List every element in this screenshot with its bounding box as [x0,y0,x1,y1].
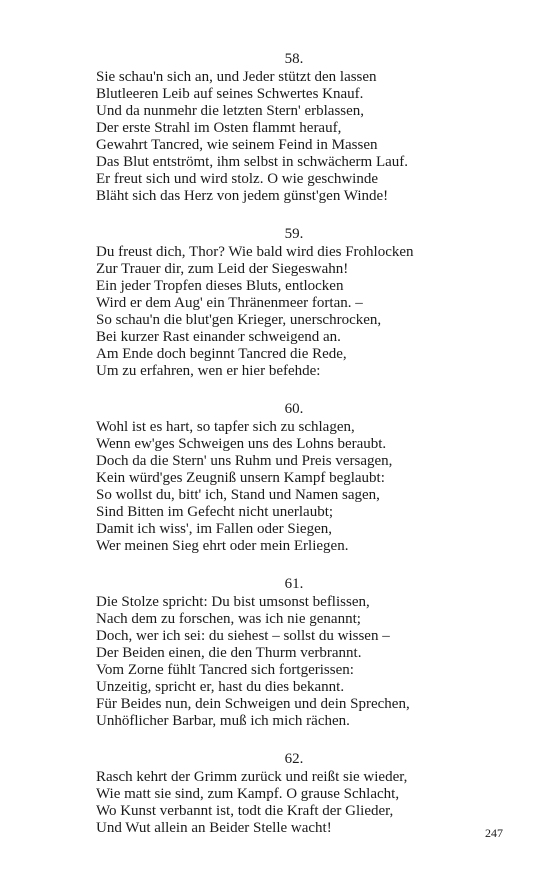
verse-line: Und Wut allein an Beider Stelle wacht! [96,820,332,836]
stanza-61 [96,575,516,730]
verse-line: Wer meinen Sieg ehrt oder mein Erliegen. [96,538,349,554]
verse-line: Blutleeren Leib auf seines Schwertes Knauf. [96,86,364,102]
verse-line: Wenn ew'ges Schweigen uns des Lohns beraubt. [96,436,387,452]
stanza-number: 61. [284,576,304,592]
verse-line: Nach dem zu forschen, was ich nie genannt; [96,611,361,627]
verse-line: Wie matt sie sind, zum Kampf. O grause Schlacht, [96,786,400,802]
stanza-60 [96,400,516,555]
stanza-number: 59. [284,226,304,242]
verse-line: Doch, wer ich sei: du siehest – sollst du wissen – [96,628,390,644]
verse-line: Unhöflicher Barbar, muß ich mich rächen. [96,713,350,729]
poem-text [96,50,516,857]
verse-line: Wo Kunst verbannt ist, todt die Kraft der Glieder, [96,803,394,819]
verse-line: Das Blut entströmt, ihm selbst in schwächerm Lauf. [96,154,409,170]
stanza-number: 60. [284,401,304,417]
stanza-62 [96,750,516,837]
verse-line: Vom Zorne fühlt Tancred sich fortgerissen: [96,662,354,678]
stanza-number: 62. [284,751,304,767]
verse-line: Sie schau'n sich an, und Jeder stützt den lassen [96,69,377,85]
verse-line: Kein würd'ges Zeugniß unsern Kampf beglaubt: [96,470,385,486]
stanza-59 [96,225,516,380]
verse-line: Gewahrt Tancred, wie seinem Feind in Massen [96,137,378,153]
verse-line: Um zu erfahren, wen er hier befehde: [96,363,321,379]
verse-line: Damit ich wiss', im Fallen oder Siegen, [96,521,333,537]
verse-line: Der Beiden einen, die den Thurm verbrannt. [96,645,362,661]
verse-line: Wird er dem Aug' ein Thränenmeer fortan. – [96,295,363,311]
verse-line: Bläht sich das Herz von jedem günst'gen Winde! [96,188,389,204]
verse-line: Er freut sich und wird stolz. O wie geschwinde [96,171,379,187]
stanza-number: 58. [284,51,304,67]
verse-line: So wollst du, bitt' ich, Stand und Namen sagen, [96,487,380,503]
verse-line: Die Stolze spricht: Du bist umsonst beflissen, [96,594,370,610]
verse-line: Wohl ist es hart, so tapfer sich zu schlagen, [96,419,355,435]
verse-line: Und da nunmehr die letzten Stern' erblassen, [96,103,365,119]
verse-line: Du freust dich, Thor? Wie bald wird dies Frohlocken [96,244,414,260]
stanza-58 [96,50,516,205]
verse-line: Für Beides nun, dein Schweigen und dein Sprechen, [96,696,410,712]
verse-line: Am Ende doch beginnt Tancred die Rede, [96,346,347,362]
verse-line: Rasch kehrt der Grimm zurück und reißt sie wieder, [96,769,408,785]
verse-line: Bei kurzer Rast einander schweigend an. [96,329,341,345]
verse-line: Ein jeder Tropfen dieses Bluts, entlocken [96,278,344,294]
verse-line: Der erste Strahl im Osten flammt herauf, [96,120,342,136]
verse-line: Doch da die Stern' uns Ruhm und Preis versagen, [96,453,393,469]
verse-line: Unzeitig, spricht er, hast du dies bekannt. [96,679,345,695]
verse-line: Zur Trauer dir, zum Leid der Siegeswahn! [96,261,349,277]
page-number: 247 [485,826,503,840]
verse-line: Sind Bitten im Gefecht nicht unerlaubt; [96,504,334,520]
verse-line: So schau'n die blut'gen Krieger, unerschrocken, [96,312,382,328]
